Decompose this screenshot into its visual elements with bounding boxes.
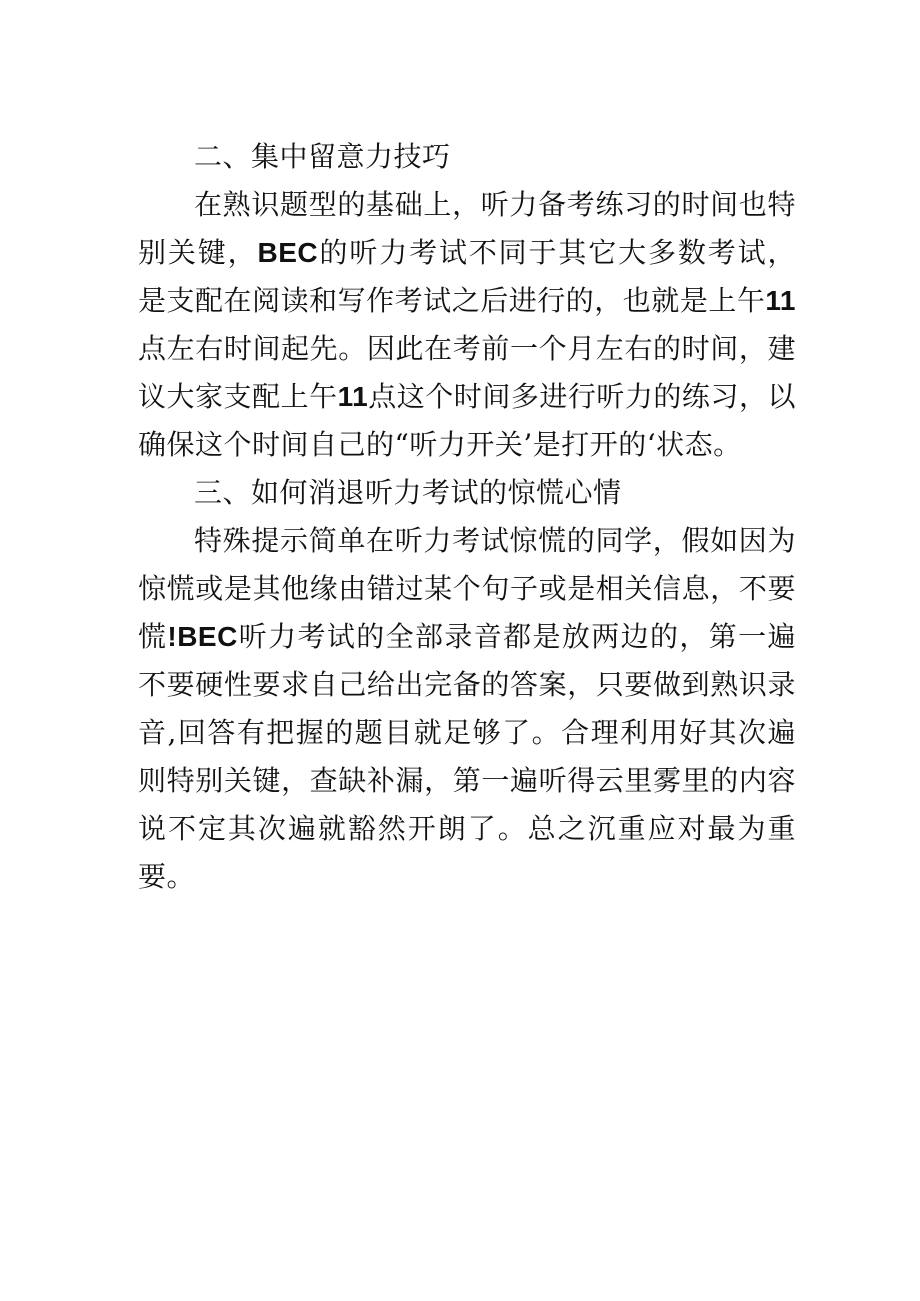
section-heading-3: 三、如何消退听力考试的惊慌心情	[194, 476, 622, 509]
latin-text-segment: 11	[765, 285, 796, 316]
paragraph-text-segment: 点这个时间多进行听力的练习，以确保这个时间自己的“听力开关’是打开的‘状态。	[138, 380, 796, 461]
paragraph-text-segment: 在熟识题型的基础上，听力备考练习的时间也特别关键，	[138, 188, 796, 269]
paragraph-text-segment: 的听力考试不同于其它大多数考试，是支配在阅读和写作考试之后进行的，也就是上午	[138, 236, 796, 317]
section-paragraph-3	[138, 517, 796, 901]
section-heading-2: 二、集中留意力技巧	[194, 140, 451, 173]
latin-text-segment: 11	[337, 381, 369, 412]
latin-text-segment: !BEC	[167, 621, 238, 652]
latin-text-segment: BEC	[257, 237, 319, 268]
paragraph-text-segment: 特殊提示简单在听力考试惊慌的同学，假如因为惊慌或是其他缘由错过某个句子或是相关信息，不要慌	[138, 524, 796, 653]
section-paragraph-2	[138, 181, 796, 469]
paragraph-text-segment: 点左右时间起先。因此在考前一个月左右的时间，建议大家支配上午	[138, 332, 796, 413]
document-body	[138, 133, 796, 901]
paragraph-text-segment: 听力考试的全部录音都是放两边的，第一遍不要硬性要求自己给出完备的答案，只要做到熟识录音,回答有把握的题目就足够了。合理利用好其次遍则特别关键，查缺补漏，第一遍听得云里雾里的内容说不定其次遍就豁然开朗了。总之沉重应对最为重要。	[138, 620, 796, 893]
